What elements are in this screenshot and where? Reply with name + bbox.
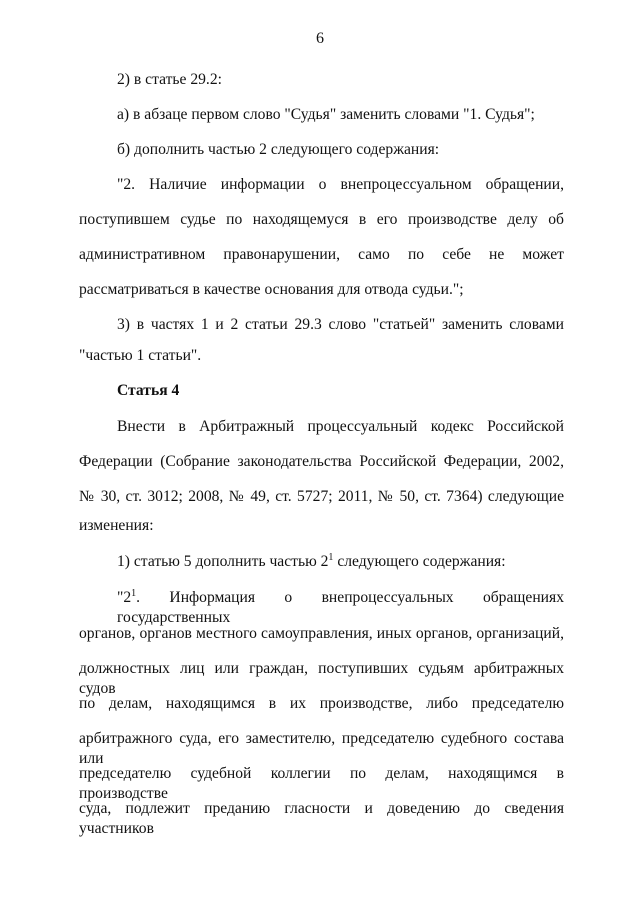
text-line: "частью 1 статьи". — [79, 347, 202, 364]
text-line: должностных лиц или граждан, поступивших судьям арбитражных судов — [79, 660, 564, 697]
text-fragment: "2 — [117, 589, 132, 606]
text-line: суда, подлежит преданию гласности и доведению до сведения участников — [79, 800, 564, 837]
text-line: 2) в статье 29.2: — [117, 71, 222, 88]
text-line: председателю судебной коллегии по делам, находящимся в производстве — [79, 765, 564, 802]
text-fragment: следующего содержания: — [333, 553, 506, 570]
article-heading: Статья 4 — [117, 382, 180, 399]
text-line: а) в абзаце первом слово "Судья" заменить словами "1. Судья"; — [117, 106, 535, 123]
text-line — [117, 552, 506, 572]
text-line: поступившем судье по находящемуся в его производстве делу об — [79, 211, 564, 228]
text-line: по делам, находящимся в их производстве, либо председателю — [79, 695, 564, 712]
text-line: б) дополнить частью 2 следующего содержания: — [117, 141, 440, 158]
text-line: изменения: — [79, 517, 154, 534]
text-fragment: . Информация о внепроцессуальных обращениях государственных — [117, 589, 564, 626]
text-line: Внести в Арбитражный процессуальный кодекс Российской — [117, 418, 564, 435]
text-line: "2. Наличие информации о внепроцессуальном обращении, — [117, 176, 564, 193]
text-fragment: 1) статью 5 дополнить частью 2 — [117, 553, 329, 570]
text-line: арбитражного суда, его заместителю, председателю судебного состава или — [79, 730, 564, 767]
superscript: 1 — [131, 587, 137, 599]
text-line: органов, органов местного самоуправления, иных органов, организаций, — [79, 625, 564, 642]
text-line: рассматриваться в качестве основания для отвода судьи."; — [79, 281, 464, 298]
text-line: Федерации (Собрание законодательства Российской Федерации, 2002, — [79, 453, 564, 470]
text-line: административном правонарушении, само по себе не может — [79, 246, 564, 263]
page-number: 6 — [316, 30, 324, 47]
text-line — [117, 588, 564, 628]
superscript: 1 — [328, 551, 334, 563]
text-line: 3) в частях 1 и 2 статьи 29.3 слово "статьей" заменить словами — [117, 316, 564, 333]
text-line: № 30, ст. 3012; 2008, № 49, ст. 5727; 2011, № 50, ст. 7364) следующие — [79, 488, 564, 505]
